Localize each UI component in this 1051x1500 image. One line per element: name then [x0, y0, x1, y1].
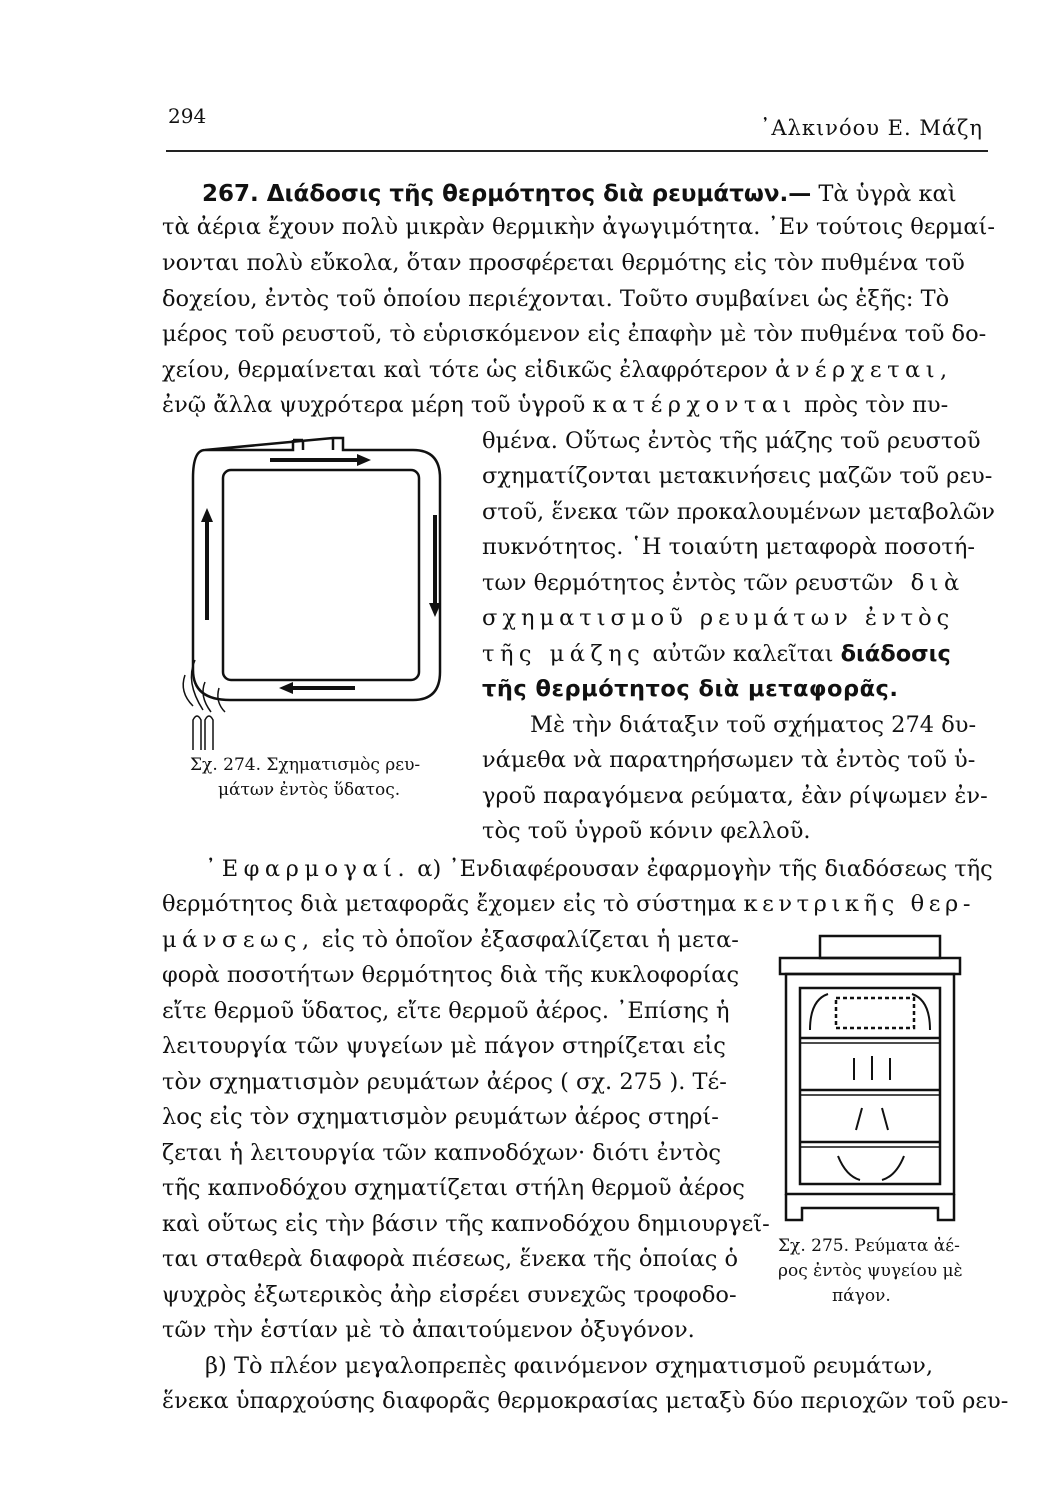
header-rule	[166, 150, 988, 152]
body-line: στοῦ, ἕνεκα τῶν προκαλουμένων μεταβολῶν	[482, 499, 995, 525]
body-text: α) ᾿Ενδιαφέρουσαν ἐφαρμογὴν τῆς διαδόσεως τῆς	[417, 856, 993, 882]
ice-block	[836, 998, 914, 1028]
body-line: ἕνεκα ὑπαρχούσης διαφορᾶς θερμοκρασίας μεταξὺ δύο περιοχῶν τοῦ ρευ-	[162, 1388, 1009, 1414]
spaced-word: ᾿Εφαρμογαί.	[205, 856, 411, 882]
body-line: φορὰ ποσοτήτων θερμότητος διὰ τῆς κυκλοφορίας	[162, 962, 740, 988]
section-title-tail: Τὰ ὑγρὰ καὶ	[818, 181, 957, 207]
spaced-word: κατέρχονται	[592, 392, 797, 418]
body-line: λος εἰς τὸν σχηματισμὸν ρευμάτων ἀέρος στηρί-	[162, 1104, 719, 1130]
inner-block	[223, 470, 419, 680]
body-line	[482, 641, 951, 667]
body-line: καὶ οὕτως εἰς τὴν βάσιν τῆς καπνοδόχου δημιουργεῖ-	[162, 1211, 770, 1237]
body-line: γροῦ παραγόμενα ρεύματα, ἐὰν ρίψωμεν ἐν-	[482, 783, 988, 809]
spaced-word: διὰ	[910, 570, 965, 596]
body-line: τὰ ἀέρια ἔχουν πολὺ μικρὰν θερμικὴν ἀγωγιμότητα. ᾿Εν τούτοις θερμαί-	[162, 214, 995, 240]
body-line	[205, 856, 993, 882]
body-line	[162, 927, 739, 953]
body-line: δοχείου, ἐντὸς τοῦ ὁποίου περιέχονται. Τοῦτο συμβαίνει ὡς ἑξῆς: Τὸ	[162, 286, 950, 312]
figure-274-caption-line: μάτων ἐντὸς ὕδατος.	[218, 780, 401, 800]
body-text: εἰς τὸ ὁποῖον ἐξασφαλίζεται ἡ μετα-	[321, 927, 739, 953]
body-line: σχηματίζονται μετακινήσεις μαζῶν τοῦ ρευ-	[482, 463, 993, 489]
figure-274-convection-diagram	[175, 420, 455, 750]
body-line: ται σταθερὰ διαφορὰ πιέσεως, ἕνεκα τῆς ὁποίας ὁ	[162, 1246, 739, 1272]
air-current-arrow	[882, 1108, 888, 1130]
body-line: νονται πολὺ εὔκολα, ὅταν προσφέρεται θερμότης εἰς τὸν πυθμένα τοῦ	[162, 250, 965, 276]
body-line: ζεται ἡ λειτουργία τῶν καπνοδόχων· διότι ἐντὸς	[162, 1140, 721, 1166]
body-line: θμένα. Οὕτως ἐντὸς τῆς μάζης τοῦ ρευστοῦ	[482, 428, 981, 454]
body-line: εἴτε θερμοῦ ὕδατος, εἴτε θερμοῦ ἀέρος. ᾿Επίσης ἡ	[162, 998, 730, 1024]
outer-tube	[193, 438, 440, 700]
body-line: τὸς τοῦ ὑγροῦ κόνιν φελλοῦ.	[482, 818, 811, 844]
flame-icon	[183, 660, 225, 712]
spaced-line: σχηματισμοῦ ρευμάτων ἐντὸς	[482, 605, 955, 631]
section-title: 267. Διάδοσις τῆς θερμότητος διὰ ρευμάτων.—	[202, 181, 812, 207]
lid	[820, 936, 940, 958]
body-line	[162, 357, 953, 383]
cornice	[780, 958, 960, 974]
bold-term: διάδοσις	[840, 641, 951, 667]
body-text: χείου, θερμαίνεται καὶ τότε ὡς εἰδικῶς ἐλαφρότερον	[162, 357, 768, 383]
body-text: αὐτῶν καλεῖται	[652, 641, 834, 667]
section-title-line	[202, 181, 957, 207]
air-current-arrow	[856, 1108, 862, 1130]
body-text: των θερμότητος ἐντὸς τῶν ρευστῶν	[482, 570, 894, 596]
arrow-left-head	[201, 508, 213, 522]
body-text: θερμότητος διὰ μεταφορᾶς ἔχομεν εἰς τὸ σύστημα	[162, 891, 737, 917]
body-line: νάμεθα νὰ παρατηρήσωμεν τὰ ἐντὸς τοῦ ὑ-	[482, 747, 976, 773]
cabinet-body	[786, 974, 954, 1194]
body-line: Μὲ τὴν διάταξιν τοῦ σχήματος 274 δυ-	[530, 712, 977, 738]
bold-term-line: τῆς θερμότητος διὰ μεταφορᾶς.	[482, 676, 899, 702]
arrow-bottom-head	[279, 682, 293, 694]
body-text: πρὸς τὸν πυ-	[804, 392, 949, 418]
body-line: λειτουργία τῶν ψυγείων μὲ πάγον στηρίζεται εἰς	[162, 1033, 726, 1059]
air-current-arrow	[882, 1156, 904, 1180]
page-number: 294	[168, 104, 207, 128]
spaced-word: κεντρικῆς θερ-	[743, 891, 976, 917]
body-line	[482, 570, 965, 596]
spaced-word: τῆς μάζης	[482, 641, 646, 667]
figure-275-refrigerator-diagram	[770, 930, 970, 1230]
body-text: ἐνῷ ἄλλα ψυχρότερα μέρη τοῦ ὑγροῦ	[162, 392, 586, 418]
body-line: μέρος τοῦ ρευστοῦ, τὸ εὑρισκόμενον εἰς ἐπαφὴν μὲ τὸν πυθμένα τοῦ δο-	[162, 321, 987, 347]
body-line	[162, 891, 975, 917]
arrow-top-head	[357, 454, 371, 466]
running-header-author: ᾿Αλκινόου Ε. Μάζη	[759, 116, 983, 140]
figure-274-caption-line: Σχ. 274. Σχηματισμὸς ρευ-	[190, 755, 421, 775]
air-current-arrow	[810, 994, 828, 1030]
figure-275-caption-line: πάγον.	[832, 1286, 891, 1306]
inner-compartment	[800, 988, 940, 1184]
base	[786, 1194, 954, 1220]
spaced-word: ἀνέρχεται,	[775, 357, 953, 383]
body-line: ψυχρὸς ἐξωτερικὸς ἀὴρ εἰσρέει συνεχῶς τροφοδο-	[162, 1282, 737, 1308]
air-current-arrow	[838, 1156, 860, 1180]
spaced-word: μάνσεως,	[162, 927, 315, 953]
figure-275-caption-line: Σχ. 275. Ρεύματα ἀέ-	[778, 1236, 960, 1256]
burner-icon	[193, 716, 213, 750]
body-line	[162, 392, 948, 418]
body-line: πυκνότητος. ῾Η τοιαύτη μεταφορὰ ποσοτή-	[482, 534, 975, 560]
body-line: τῶν τὴν ἑστίαν μὲ τὸ ἀπαιτούμενον ὀξυγόνον.	[162, 1317, 695, 1343]
body-line: τὸν σχηματισμὸν ρευμάτων ἀέρος ( σχ. 275 ). Τέ-	[162, 1069, 727, 1095]
figure-275-caption-line: ρος ἐντὸς ψυγείου μὲ	[778, 1261, 963, 1281]
body-line: τῆς καπνοδόχου σχηματίζεται στήλη θερμοῦ ἀέρος	[162, 1175, 745, 1201]
body-line: β) Τὸ πλέον μεγαλοπρεπὲς φαινόμενον σχηματισμοῦ ρευμάτων,	[205, 1353, 933, 1379]
